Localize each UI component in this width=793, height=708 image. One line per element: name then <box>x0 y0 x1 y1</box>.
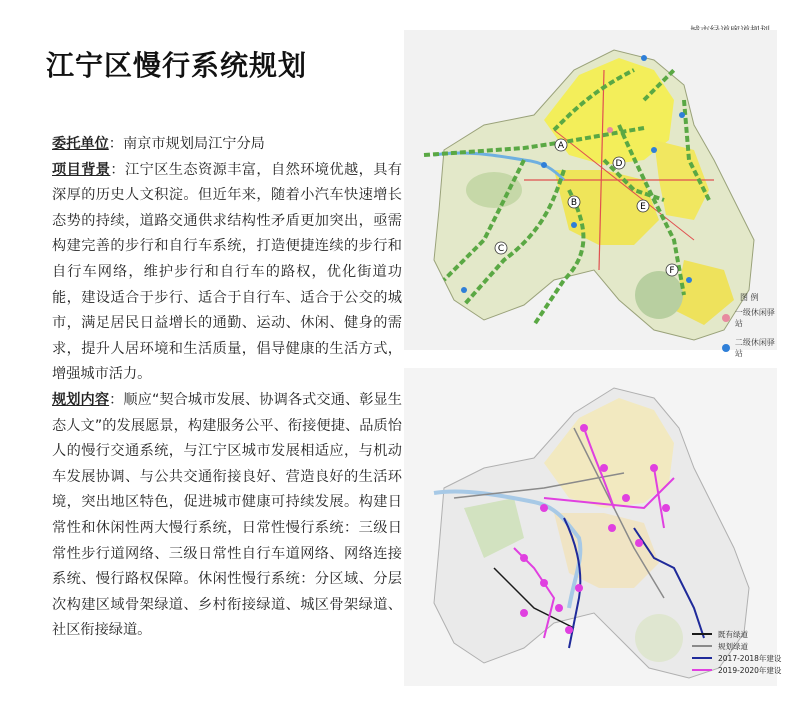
background-paragraph <box>52 158 402 388</box>
legend-item <box>692 652 782 664</box>
node-label-e: E <box>640 202 646 212</box>
plan-paragraph <box>52 388 402 644</box>
legend-label: 二级休闲驿站 <box>734 338 775 358</box>
legend-swatch <box>722 314 730 322</box>
client-value: ：南京市规划局江宁分局 <box>108 136 265 152</box>
legend-label: 2017-2018年建设 <box>718 653 782 663</box>
legend-swatch <box>692 645 712 647</box>
legend-item <box>722 307 782 329</box>
map-top-legend <box>722 292 782 367</box>
legend-swatch <box>692 633 712 635</box>
node-label-b: B <box>570 198 578 208</box>
legend-title: 图 例 <box>740 293 759 302</box>
legend-label: 既有绿道 <box>718 629 748 639</box>
legend-swatch <box>692 657 712 659</box>
map-bottom-legend <box>692 628 782 676</box>
client-label: 委托单位 <box>52 136 109 152</box>
description-text <box>52 132 402 644</box>
node-label-c: C <box>497 244 505 254</box>
node-label-d: D <box>615 159 623 169</box>
legend-label: 规划绿道 <box>718 641 748 651</box>
plan-label: 规划内容 <box>52 391 110 408</box>
background-text: ：江宁区生态资源丰富，自然环境优越，具有深厚的历史人文积淀。但近年来，随着小汽车快速增长态势的持续，道路交通供求结构性矛盾更加突出，亟需构建完善的步行和自行车系统，打造便捷连续的步行和自行车网络，维护步行和自行车的路权，优化街道功能，建设适合于步行、适合于自行车、适合于公交的城市，满足居民日益增长的通勤、运动、休闲、健身的需求，提升人居环境和生活质量，倡导健康的生活方式，增强城市活力。 <box>52 161 402 383</box>
legend-label: 一级休闲驿站 <box>734 308 775 328</box>
node-label-f: F <box>669 266 675 276</box>
legend-item <box>722 337 782 359</box>
legend-item <box>692 628 782 640</box>
park-green <box>635 614 683 662</box>
park-green <box>635 271 683 319</box>
plan-text: ：顺应“契合城市发展、协调各式交通、彰显生态人文”的发展愿景，构建服务公平、衔接便捷、品质怡人的慢行交通系统，与江宁区城市发展相适应，与机动车发展协调、与公共交通衔接良好、营造良好的生活环境，突出地区特色，促进城市健康可持续发展。构建日常性和休闲性两大慢行系统，日常性慢行系统：三级日常性步行道网络、三级日常性自行车道网络、网络连接系统、慢行路权保障。休闲性慢行系统：分区域、分层次构建区域骨架绿道、乡村衔接绿道、城区骨架绿道、社区衔接绿道。 <box>52 391 402 639</box>
client-paragraph <box>52 132 402 158</box>
legend-item <box>692 664 782 676</box>
legend-swatch <box>722 344 730 352</box>
page-title: 江宁区慢行系统规划 <box>46 49 308 82</box>
legend-swatch <box>692 669 712 671</box>
legend-item <box>692 640 782 652</box>
background-label: 项目背景 <box>52 161 111 178</box>
node-label-a: A <box>557 141 565 151</box>
legend-label: 2019-2020年建设 <box>718 665 782 675</box>
